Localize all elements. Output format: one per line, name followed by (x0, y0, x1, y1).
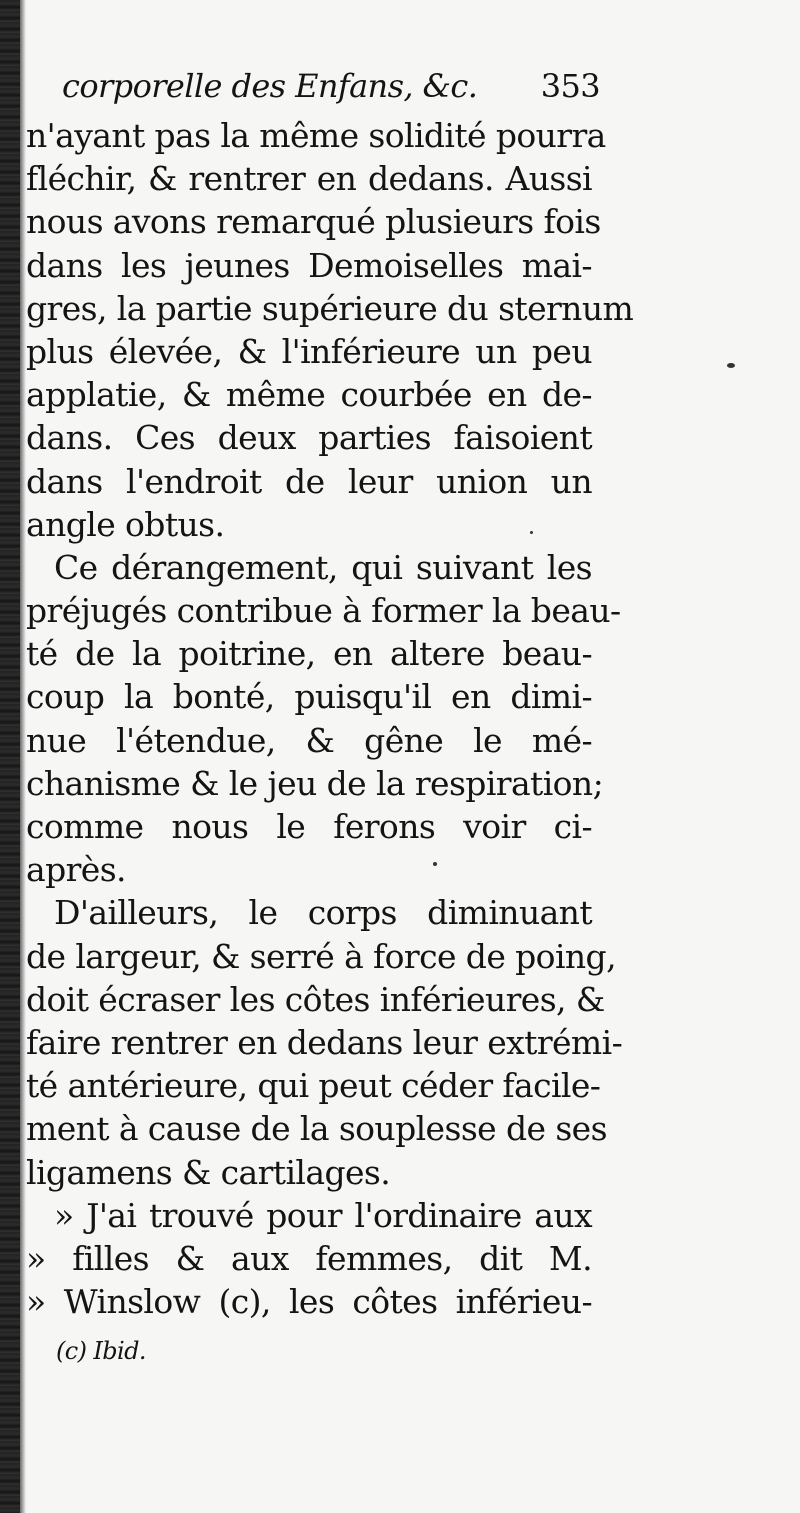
text-line: préjugés contribue à former la beau- (26, 591, 621, 631)
text-line: gres, la partie supérieure du sternum (26, 288, 634, 328)
text-line: de largeur, & serré à force de poing, (26, 936, 616, 976)
text-line: doit écraser les côtes inférieures, & (26, 979, 605, 1019)
text-line: dans. Ces deux parties faisoient (26, 418, 592, 458)
text-line: après. (26, 850, 126, 890)
text-line: n'ayant pas la même solidité pourra (26, 116, 606, 155)
text-line: D'ailleurs, le corps diminuant (54, 893, 592, 933)
text-line: applatie, & même courbée en de- (26, 375, 592, 415)
page-number: 353 (540, 67, 600, 105)
text-line: plus élevée, & l'inférieure un peu (26, 331, 592, 371)
text-line: té de la poitrine, en altere beau- (26, 634, 592, 674)
text-line: dans les jeunes Demoiselles mai- (26, 245, 592, 285)
text-line: chanisme & le jeu de la respiration; (26, 763, 604, 803)
text-line: nue l'étendue, & gêne le mé- (26, 720, 592, 760)
text-line: faire rentrer en dedans leur extrémi- (26, 1022, 623, 1062)
running-title: corporelle des Enfans, &c. (62, 67, 478, 105)
text-block (26, 58, 634, 1371)
text-line: ment à cause de la souplesse de ses (26, 1109, 607, 1149)
text-line: Ce dérangement, qui suivant les (54, 547, 592, 587)
text-line: comme nous le ferons voir ci- (26, 807, 592, 846)
text-line: coup la bonté, puisqu'il en dimi- (26, 677, 592, 717)
footnote: (c) Ibid. (56, 1337, 146, 1366)
binding-gutter (0, 0, 20, 1513)
ink-speck (433, 862, 437, 866)
text-line: nous avons remarqué plusieurs fois (26, 202, 601, 242)
ink-speck (727, 363, 735, 368)
text-line: fléchir, & rentrer en dedans. Aussi (26, 159, 592, 199)
text-line: » Winslow (c), les côtes inférieu- (26, 1282, 592, 1322)
text-line: angle obtus. (26, 504, 225, 544)
text-line: » filles & aux femmes, dit M. (26, 1238, 592, 1278)
running-head (26, 58, 600, 114)
text-line: ligamens & cartilages. (26, 1152, 391, 1192)
text-line: té antérieure, qui peut céder facile- (26, 1066, 601, 1106)
text-line: dans l'endroit de leur union un (26, 461, 592, 501)
ink-speck (530, 531, 533, 534)
text-line: » J'ai trouvé pour l'ordinaire aux (54, 1195, 592, 1235)
